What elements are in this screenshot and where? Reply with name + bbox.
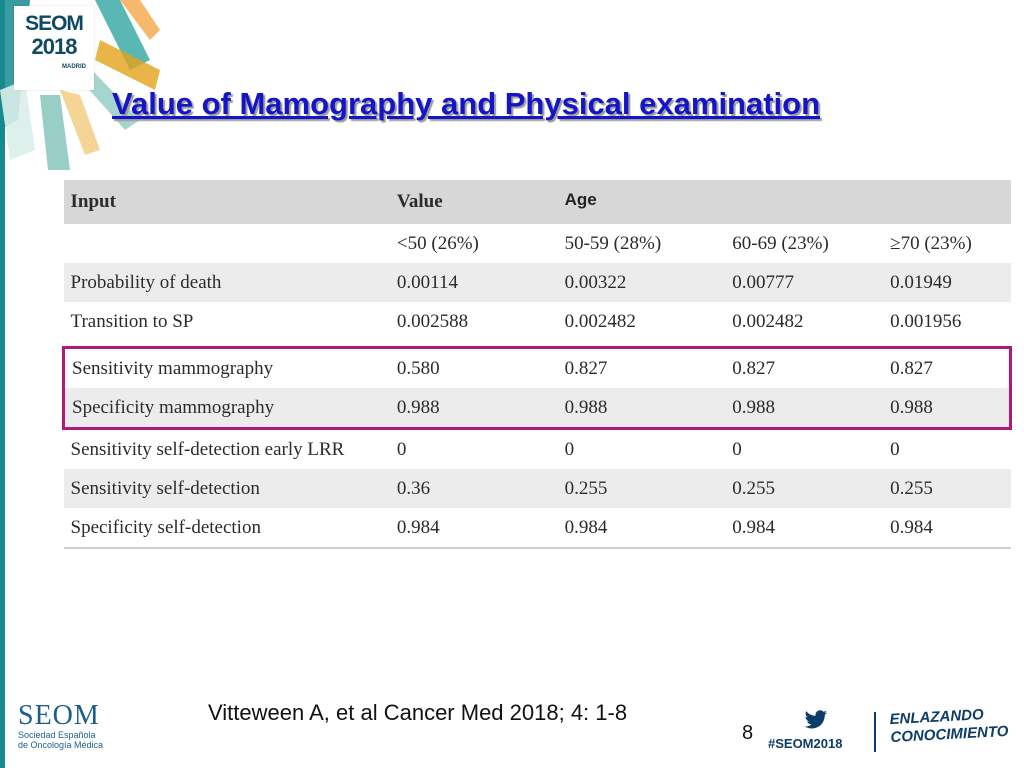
header-age: Age [564,190,597,209]
slogan-line1: ENLAZANDO [889,706,985,729]
cell-value: 0 [396,438,407,460]
table-row [64,302,1011,341]
age-group-2: 50-59 (28%) [564,232,662,254]
twitter-bird-icon [804,710,828,730]
cell-value: 0.984 [732,508,890,548]
cell-value: 0.984 [397,508,565,548]
data-table [62,180,1012,549]
row-label: Probability of death [70,271,222,293]
page-number: 8 [742,722,754,744]
slogan-line2: CONOCIMIENTO [890,722,1009,747]
cell-value: 0.988 [565,388,733,429]
cell-value: 0 [564,438,575,460]
header-input: Input [70,191,116,212]
row-label: Sensitivity self-detection early LRR [70,438,345,460]
row-label: Transition to SP [70,310,194,332]
cell-value: 0.580 [397,348,565,389]
seom-footer-logo [18,702,103,750]
seom-2018-logo [14,6,94,90]
cell-value: 0.255 [564,477,608,499]
cell-value: 0.00777 [732,271,795,293]
cell-value: 0.984 [890,508,1010,548]
cell-value: 0.002588 [396,310,469,332]
cell-value: 0 [732,438,742,460]
citation: Vitteween A, et al Cancer Med 2018; 4: 1-8 [208,700,628,725]
table-row-highlighted [64,348,1011,389]
cell-value: 0.827 [890,348,1010,389]
row-label: Sensitivity self-detection [70,477,260,499]
age-groups-row [64,224,1011,263]
cell-value: 0.002482 [732,310,804,332]
table-row [64,469,1011,508]
table-row-highlighted [64,388,1011,429]
footer-logo-sub1: Sociedad Española [18,730,96,740]
footer-divider [874,712,876,752]
hashtag: #SEOM2018 [768,736,843,751]
footer-logo-text: SEOM [18,700,100,731]
logo-text-city: MADRID [62,64,86,70]
footer-logo-sub2: de Oncología Médica [18,740,104,750]
cell-value: 0 [890,438,900,460]
cell-value: 0.255 [890,477,933,499]
logo-text-seom: SEOM [25,12,83,35]
row-label: Sensitivity mammography [64,348,397,389]
age-group-3: 60-69 (23%) [732,232,829,254]
slogan [889,705,1009,747]
table-header-row [64,180,1011,224]
table-row [64,508,1011,548]
age-group-1: <50 (26%) [396,232,479,254]
cell-value: 0.988 [397,388,565,429]
slide-title: Value of Mamography and Physical examination [112,86,821,121]
cell-value: 0.00114 [396,271,458,293]
cell-value: 0.00322 [564,271,627,293]
table-row [64,263,1011,302]
row-label: Specificity mammography [64,388,397,429]
cell-value: 0.827 [565,348,733,389]
cell-value: 0.988 [732,388,890,429]
header-value: Value [396,191,443,212]
data-table-container [62,180,1012,549]
cell-value: 0.827 [732,348,890,389]
row-label: Specificity self-detection [64,508,397,548]
age-group-4: ≥70 (23%) [890,232,972,254]
cell-value: 0.984 [565,508,733,548]
cell-value: 0.36 [396,477,431,499]
logo-text-year: 2018 [31,34,77,59]
cell-value: 0.988 [890,388,1010,429]
cell-value: 0.01949 [890,271,952,293]
cell-value: 0.002482 [564,310,636,332]
cell-value: 0.001956 [890,310,962,332]
cell-value: 0.255 [732,477,776,499]
table-row [64,429,1011,470]
